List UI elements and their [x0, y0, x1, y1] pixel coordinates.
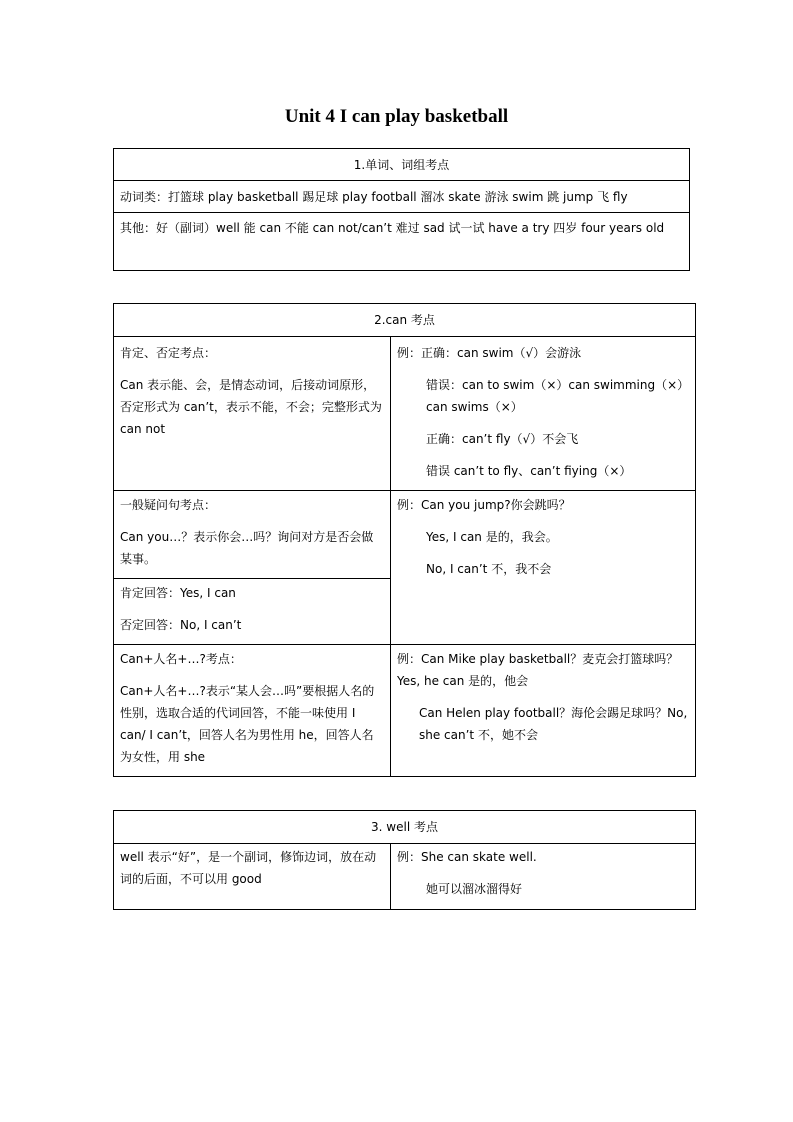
affirm-negative-examples — [391, 337, 696, 491]
affirm-negative-cell — [114, 337, 391, 491]
name-question-title: Can+人名+…?考点： — [120, 652, 242, 666]
answers-cell — [114, 579, 391, 645]
well-example-english: 例：She can skate well. — [397, 850, 537, 864]
yes-no-question-examples — [391, 491, 696, 645]
name-question-body: Can+人名+…?表示“某人会…吗”要根据人名的性别，选取合适的代词回答，不能一味使用 I can/ I can’t，回答人名为男性用 he，回答人名为女性，用 she — [120, 684, 375, 764]
can-table-header: 2.can 考点 — [114, 304, 696, 337]
vocab-verbs-row: 动词类：打篮球 play basketball 踢足球 play football 溜冰 skate 游泳 swim 跳 jump 飞 fly — [114, 181, 690, 213]
well-table-header: 3. well 考点 — [114, 811, 696, 844]
vocab-table-header: 1.单词、词组考点 — [114, 149, 690, 181]
example-yes-answer: Yes, I can 是的，我会。 — [426, 530, 558, 544]
example-question: 例：Can you jump?你会跳吗？ — [397, 498, 571, 512]
example-correct-2: 正确：can’t fly（√）不会飞 — [426, 432, 579, 446]
example-wrong-1: 错误：can to swim（×）can swimming（×）can swims（×） — [426, 378, 684, 414]
yes-no-question-title: 一般疑问句考点： — [120, 498, 217, 512]
example-wrong-2: 错误 can’t to fly、can’t fiying（×） — [426, 464, 632, 478]
example-no-answer: No, I can’t 不，我不会 — [426, 562, 552, 576]
well-examples — [391, 844, 696, 910]
well-example-chinese: 她可以溜冰溜得好 — [426, 882, 523, 896]
can-table — [113, 303, 696, 777]
vocab-others-row: 其他：好（副词）well 能 can 不能 can not/can’t 难过 sad 试一试 have a try 四岁 four years old — [114, 213, 690, 271]
example-helen: Can Helen play football？海伦会踢足球吗？No, she can’t 不，她不会 — [419, 706, 688, 742]
name-question-cell — [114, 645, 391, 777]
document-title: Unit 4 I can play basketball — [284, 106, 509, 127]
well-table — [113, 810, 696, 910]
example-mike: 例：Can Mike play basketball？麦克会打篮球吗？Yes, he can 是的，他会 — [397, 652, 679, 688]
name-question-examples — [391, 645, 696, 777]
yes-no-question-body: Can you…？表示你会…吗？询问对方是否会做某事。 — [120, 530, 374, 566]
affirm-negative-title: 肯定、否定考点： — [120, 346, 217, 360]
negative-answer: 否定回答：No, I can’t — [120, 618, 242, 632]
well-explanation: well 表示“好”，是一个副词，修饰边词，放在动词的后面，不可以用 good — [114, 844, 391, 910]
affirmative-answer: 肯定回答：Yes, I can — [120, 586, 236, 600]
example-correct-1: 例：正确：can swim（√）会游泳 — [397, 346, 582, 360]
vocab-table — [113, 148, 690, 271]
yes-no-question-cell — [114, 491, 391, 579]
affirm-negative-body: Can 表示能、会，是情态动词，后接动词原形，否定形式为 can’t，表示不能，不会；完整形式为 can not — [120, 378, 382, 436]
